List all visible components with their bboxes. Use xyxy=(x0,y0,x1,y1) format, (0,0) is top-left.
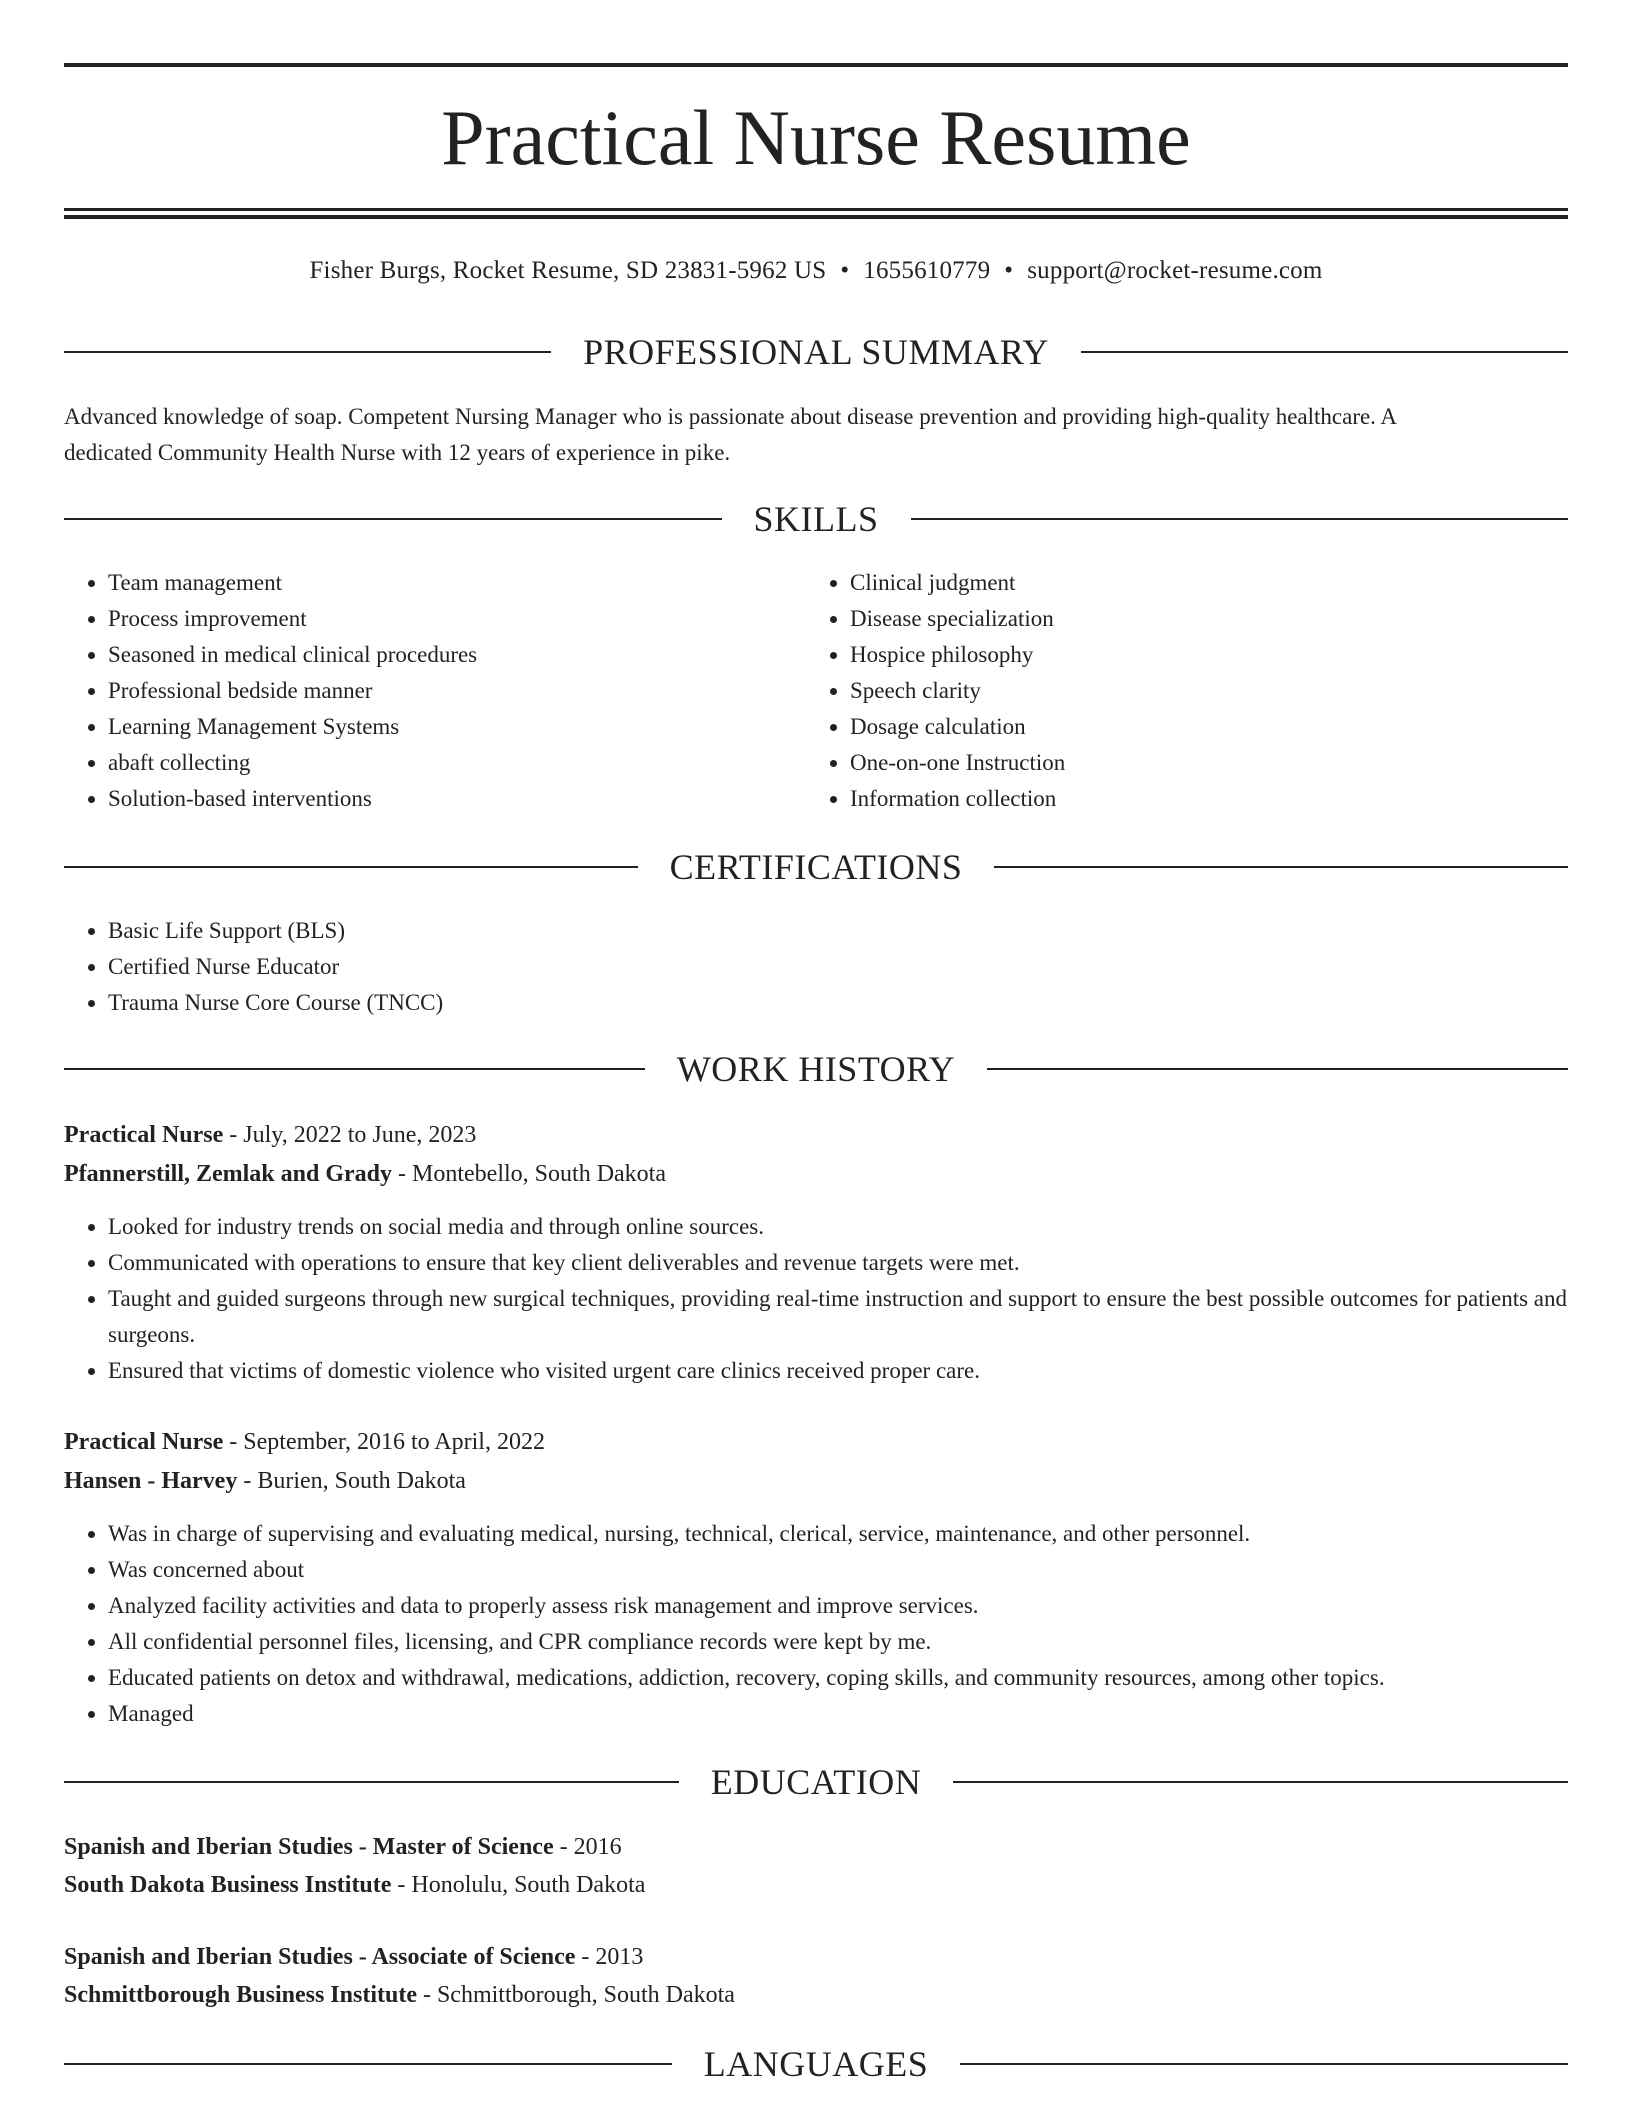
list-item: • Certified Nurse Educator xyxy=(108,949,1508,985)
section-title: WORK HISTORY xyxy=(676,1049,956,1089)
list-item: • Team management xyxy=(108,565,808,601)
section-heading-languages xyxy=(64,2042,1568,2086)
section-title: SKILLS xyxy=(753,499,879,539)
section-title: LANGUAGES xyxy=(703,2044,929,2084)
divider-line xyxy=(994,866,1568,868)
skills-list-left xyxy=(64,565,808,817)
job-dates: - September, 2016 to April, 2022 xyxy=(223,1429,545,1455)
contact-line xyxy=(64,254,1568,288)
education-degree-line xyxy=(64,1938,1568,1976)
divider-line xyxy=(960,2063,1568,2065)
job-title-line xyxy=(64,1423,1568,1461)
list-item: • Basic Life Support (BLS) xyxy=(108,913,1508,949)
list-item: • Was in charge of supervising and evaluating medical, nursing, technical, clerical, service, maintenance, and other personnel. xyxy=(108,1516,1568,1552)
list-item: • Clinical judgment xyxy=(850,565,1550,601)
page-title: Practical Nurse Resume xyxy=(441,94,1191,181)
section-title: PROFESSIONAL SUMMARY xyxy=(583,332,1049,372)
section-heading-certifications xyxy=(64,845,1568,889)
contact-phone: 1655610779 xyxy=(863,257,991,284)
divider-line xyxy=(64,866,638,868)
education-school: South Dakota Business Institute xyxy=(64,1872,392,1898)
list-item: • abaft collecting xyxy=(108,745,808,781)
education-degree: Spanish and Iberian Studies - Associate of Science xyxy=(64,1944,576,1970)
education-location: - Honolulu, South Dakota xyxy=(391,1872,646,1898)
divider-line xyxy=(64,518,722,520)
contact-separator: • xyxy=(1004,257,1014,284)
section-heading-work xyxy=(64,1047,1568,1091)
job-title: Practical Nurse xyxy=(64,1429,224,1455)
section-title: EDUCATION xyxy=(710,1762,922,1802)
divider-line xyxy=(987,1068,1568,1070)
job-company-line xyxy=(64,1155,1568,1193)
section-heading-summary xyxy=(64,330,1568,374)
job-dates: - July, 2022 to June, 2023 xyxy=(223,1122,477,1148)
job-location: - Montebello, South Dakota xyxy=(392,1161,666,1187)
list-item: • Information collection xyxy=(850,781,1550,817)
skills-list-right xyxy=(806,565,1550,817)
list-item: • Taught and guided surgeons through new surgical techniques, providing real-time instruction and support to ensure the best possible outcomes for patients and surgeons. xyxy=(108,1281,1568,1353)
job-bullets xyxy=(64,1516,1568,1732)
divider-line xyxy=(64,1068,645,1070)
job-company: Pfannerstill, Zemlak and Grady xyxy=(64,1161,393,1187)
list-item: • Looked for industry trends on social media and through online sources. xyxy=(108,1209,1568,1245)
list-item: • Analyzed facility activities and data to properly assess risk management and improve services. xyxy=(108,1588,1568,1624)
contact-separator: • xyxy=(840,257,850,284)
education-location: - Schmittborough, South Dakota xyxy=(416,1982,735,2008)
education-degree: Spanish and Iberian Studies - Master of Science xyxy=(64,1834,554,1860)
list-item: • Disease specialization xyxy=(850,601,1550,637)
list-item: • Solution-based interventions xyxy=(108,781,808,817)
education-school-line xyxy=(64,1866,1568,1904)
list-item: • Process improvement xyxy=(108,601,808,637)
list-item: • Hospice philosophy xyxy=(850,637,1550,673)
education-school: Schmittborough Business Institute xyxy=(64,1982,417,2008)
list-item: • Trauma Nurse Core Course (TNCC) xyxy=(108,985,1508,1021)
section-heading-education xyxy=(64,1760,1568,1804)
divider-line xyxy=(911,518,1569,520)
list-item: • Professional bedside manner xyxy=(108,673,808,709)
education-year: - 2013 xyxy=(575,1944,644,1970)
list-item: • One-on-one Instruction xyxy=(850,745,1550,781)
list-item: • Learning Management Systems xyxy=(108,709,808,745)
top-rule xyxy=(64,63,1568,67)
title-rule-upper xyxy=(64,208,1568,211)
title-rule-lower xyxy=(64,215,1568,219)
list-item: • All confidential personnel files, licensing, and CPR compliance records were kept by me. xyxy=(108,1624,1568,1660)
list-item: • Managed xyxy=(108,1696,1568,1732)
job-company: Hansen - Harvey xyxy=(64,1468,238,1494)
divider-line xyxy=(953,1781,1568,1783)
contact-address: Fisher Burgs, Rocket Resume, SD 23831-5962 US xyxy=(309,257,827,284)
list-item: • Speech clarity xyxy=(850,673,1550,709)
section-title: CERTIFICATIONS xyxy=(669,847,963,887)
job-title: Practical Nurse xyxy=(64,1122,224,1148)
education-school-line xyxy=(64,1976,1568,2014)
job-bullets xyxy=(64,1209,1568,1389)
education-degree-line xyxy=(64,1828,1568,1866)
summary-text xyxy=(64,399,1568,471)
list-item: • Dosage calculation xyxy=(850,709,1550,745)
divider-line xyxy=(64,351,551,353)
divider-line xyxy=(64,1781,679,1783)
divider-line xyxy=(1081,351,1568,353)
job-location: - Burien, South Dakota xyxy=(237,1468,466,1494)
section-heading-skills xyxy=(64,497,1568,541)
education-year: - 2016 xyxy=(553,1834,622,1860)
job-title-line xyxy=(64,1116,1568,1154)
list-item: • Educated patients on detox and withdrawal, medications, addiction, recovery, coping skills, and community resources, among other topics. xyxy=(108,1660,1568,1696)
list-item: • Seasoned in medical clinical procedures xyxy=(108,637,808,673)
list-item: • Was concerned about xyxy=(108,1552,1568,1588)
contact-email: support@rocket-resume.com xyxy=(1027,257,1323,284)
summary-line: dedicated Community Health Nurse with 12 years of experience in pike. xyxy=(64,440,731,465)
job-company-line xyxy=(64,1462,1568,1500)
divider-line xyxy=(64,2063,672,2065)
list-item: • Communicated with operations to ensure that key client deliverables and revenue targets were met. xyxy=(108,1245,1568,1281)
summary-line: Advanced knowledge of soap. Competent Nursing Manager who is passionate about disease prevention and providing high-quality healthcare. A xyxy=(64,404,1398,429)
certifications-list xyxy=(64,913,1508,1021)
list-item: • Ensured that victims of domestic violence who visited urgent care clinics received proper care. xyxy=(108,1353,1568,1389)
